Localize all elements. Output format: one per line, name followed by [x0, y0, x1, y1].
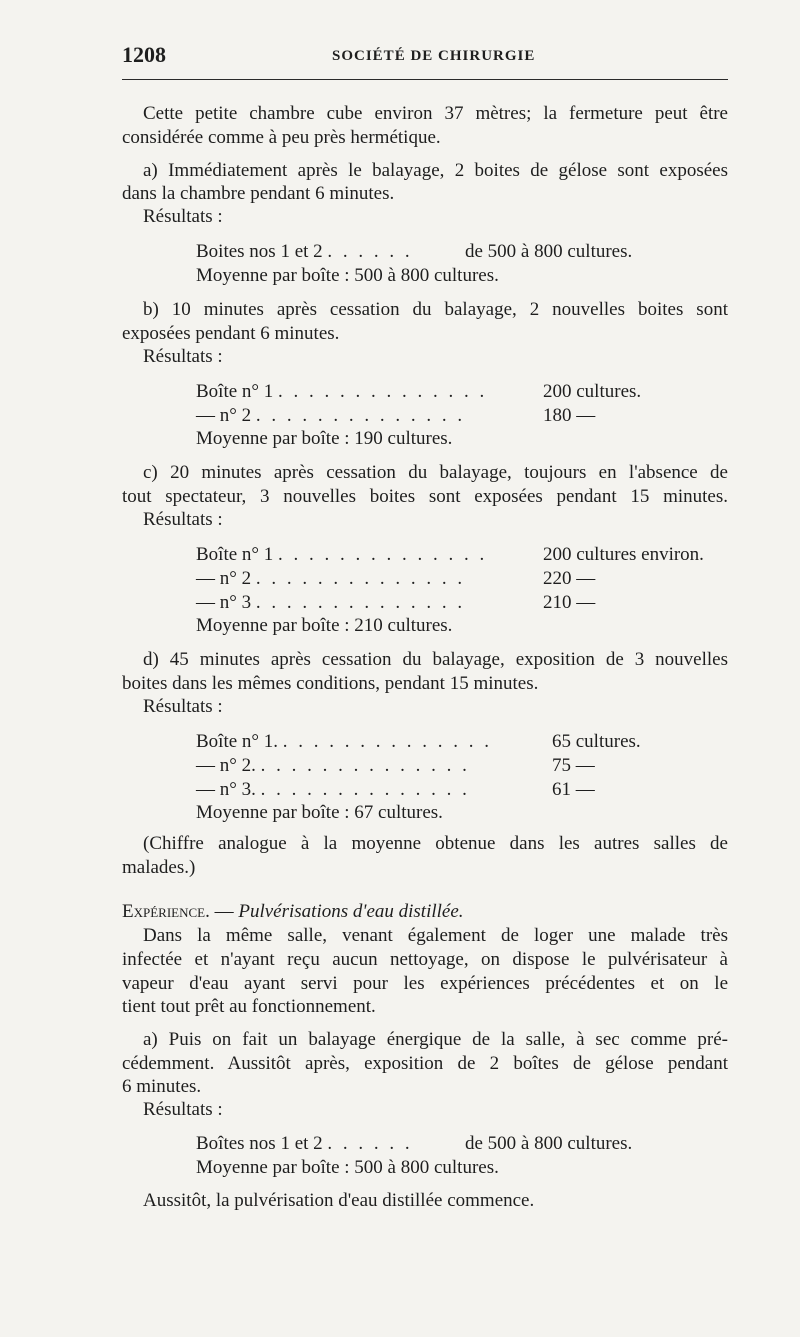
result-value: 200 cultures environ. [543, 544, 704, 565]
experience-title: Pulvérisations d'eau distillée. [238, 901, 464, 922]
text-line: vapeur d'eau ayant servi pour les expériences précédentes et on le [122, 973, 728, 994]
text-line: tient tout prêt au fonctionnement. [122, 996, 376, 1017]
leader-dots: . . . . . . . . . . . . . . [278, 381, 488, 402]
result-row [196, 754, 470, 778]
leader-dots: . . . . . . [327, 241, 413, 262]
result-label: — n° 3 [196, 592, 252, 613]
text-line: exposées pendant 6 minutes. [122, 323, 340, 344]
text-line: considérée comme à peu près hermétique. [122, 127, 441, 148]
result-value: 220 — [543, 568, 596, 589]
result-row [196, 591, 465, 615]
result-label: Boîtes nos 1 et 2 [196, 1133, 323, 1154]
results-label: Résultats : [143, 1099, 223, 1120]
running-head: SOCIÉTÉ DE CHIRURGIE [332, 48, 536, 64]
result-label: Boîte n° 1 [196, 381, 274, 402]
results-label: Résultats : [143, 346, 223, 367]
leader-dots: . . . . . . . . . . . . . . [278, 544, 488, 565]
section-heading [122, 900, 464, 924]
leader-dots: . . . . . . . . . . . . . . [255, 592, 466, 613]
leader-dots: . . . . . . . . . . . . . . [260, 755, 470, 776]
result-row [196, 543, 487, 567]
text-line: b) 10 minutes après cessation du balayage, 2 nouvelles boites sont [143, 299, 728, 320]
result-label: — n° 3. [196, 779, 256, 800]
result-label: Boîte n° 1 [196, 544, 274, 565]
result-label: — n° 2 [196, 568, 252, 589]
header-rule [122, 79, 728, 80]
text-line: infectée et n'ayant reçu aucun nettoyage, on dispose le pulvérisateur à [122, 949, 728, 970]
result-value: 180 — [543, 405, 596, 426]
result-row [196, 778, 470, 802]
result-row [196, 240, 413, 264]
leader-dots: . . . . . . . . . . . . . . [255, 568, 466, 589]
leader-dots: . . . . . . [327, 1133, 413, 1154]
text-line: d) 45 minutes après cessation du balayage, exposition de 3 nouvelles [143, 649, 728, 670]
leader-dots: . . . . . . . . . . . . . . [260, 779, 470, 800]
result-value: 210 — [543, 592, 596, 613]
result-row [196, 380, 487, 404]
text-line: Cette petite chambre cube environ 37 mètres; la fermeture peut être [143, 103, 728, 124]
result-label: — n° 2 [196, 405, 252, 426]
results-label: Résultats : [143, 696, 223, 717]
result-value: 200 cultures. [543, 381, 642, 402]
text-line: cédemment. Aussitôt après, exposition de 2 boîtes de gélose pendant [122, 1053, 728, 1074]
result-value: 61 — [552, 779, 595, 800]
heading-dash: — [209, 901, 239, 922]
result-average: Moyenne par boîte : 500 à 800 cultures. [196, 1157, 499, 1178]
text-line: a) Puis on fait un balayage énergique de la salle, à sec comme pré- [143, 1029, 728, 1050]
text-line: Aussitôt, la pulvérisation d'eau distillée commence. [143, 1190, 535, 1211]
text-line: malades.) [122, 857, 196, 878]
experience-label: Expérience. [122, 901, 210, 922]
text-line: tout spectateur, 3 nouvelles boites sont exposées pendant 15 minutes. [122, 486, 728, 507]
result-value: 75 — [552, 755, 595, 776]
result-value: 65 cultures. [552, 731, 641, 752]
text-line: (Chiffre analogue à la moyenne obtenue dans les autres salles de [143, 833, 728, 854]
result-average: Moyenne par boîte : 67 cultures. [196, 802, 443, 823]
text-line: a) Immédiatement après le balayage, 2 boites de gélose sont exposées [143, 160, 728, 181]
result-average: Moyenne par boîte : 190 cultures. [196, 428, 453, 449]
result-average: Moyenne par boîte : 210 cultures. [196, 615, 453, 636]
result-label: Boîte n° 1. [196, 731, 279, 752]
result-value: de 500 à 800 cultures. [465, 241, 633, 262]
result-label: Boites nos 1 et 2 [196, 241, 323, 262]
text-line: dans la chambre pendant 6 minutes. [122, 183, 395, 204]
result-row [196, 1132, 413, 1156]
result-value: de 500 à 800 cultures. [465, 1133, 633, 1154]
result-label: — n° 2. [196, 755, 256, 776]
text-line: c) 20 minutes après cessation du balayage, toujours en l'absence de [143, 462, 728, 483]
text-line: Dans la même salle, venant également de loger une malade très [143, 925, 728, 946]
page-number: 1208 [122, 42, 166, 67]
leader-dots: . . . . . . . . . . . . . . [255, 405, 466, 426]
page-header [122, 42, 728, 72]
result-row [196, 404, 465, 428]
result-average: Moyenne par boîte : 500 à 800 cultures. [196, 265, 499, 286]
result-row [196, 730, 492, 754]
results-label: Résultats : [143, 509, 223, 530]
results-label: Résultats : [143, 206, 223, 227]
text-line: 6 minutes. [122, 1076, 202, 1097]
text-line: boites dans les mêmes conditions, pendant 15 minutes. [122, 673, 539, 694]
leader-dots: . . . . . . . . . . . . . . [282, 731, 493, 752]
result-row [196, 567, 465, 591]
